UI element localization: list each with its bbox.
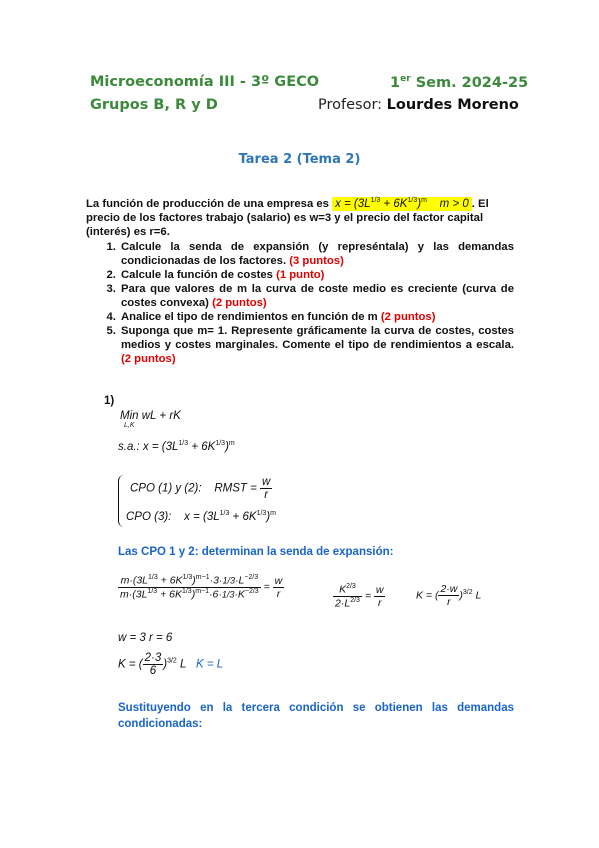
points-badge: (3 puntos)	[289, 255, 344, 267]
question-5: 5. Suponga que m= 1. Represente gráficamente la curva de costes, costes medios y costes marginales. Comente el tipo de rendimientos a escala. (2 puntos)	[119, 324, 514, 366]
points-badge: (2 puntos)	[212, 297, 267, 309]
k-ratio-equation: $\frac{K^{2/3}}{2\cdot L^{2/3}}$ = $\frac{w}{r}$	[335, 583, 384, 609]
cpo3-line: CPO (3): $x = (3L^{1/3} + 6K^{1/3})^m$	[126, 510, 276, 523]
points-badge: (1 punto)	[276, 269, 325, 281]
question-3: 3. Para que valores de m la curva de coste medio es creciente (curva de costes convexa) (2 puntos)	[119, 282, 514, 310]
professor-name: Lourdes Moreno	[386, 97, 519, 113]
blue-heading-2: Sustituyendo en la tercera condición se obtienen las demandas condicionadas:	[118, 702, 514, 730]
intro-text-end: . El	[471, 197, 489, 210]
assignment-title: Tarea 2 (Tema 2)	[238, 152, 361, 167]
intro-paragraph	[86, 191, 514, 239]
blue-heading-1: Las CPO 1 y 2: determinan la senda de expansión:	[118, 546, 394, 558]
k-formula: K = ( $\frac{2\cdot w}{r}$ )$^{3/2}$ L	[416, 583, 482, 608]
semester-number: 1	[390, 74, 401, 91]
question-2: 2. Calcule la función de costes (1 punto)	[119, 268, 514, 282]
w-r-values: w = 3 r = 6	[118, 632, 173, 644]
semester-text: Sem. 2024-25	[410, 74, 529, 91]
constraint: s.a.: $x = (3L^{1/3} + 6K^{1/3})^m$	[118, 440, 235, 453]
intro-line-1	[86, 191, 514, 211]
solution-label: 1)	[104, 395, 115, 407]
questions-list	[97, 240, 514, 366]
intro-line-3: (interés) es r=6.	[86, 226, 170, 238]
cpo12-line: CPO (1) y (2): RMST = $\frac{w}{r}$	[130, 476, 271, 501]
semester	[390, 74, 528, 91]
question-4: 4. Analice el tipo de rendimientos en función de m (2 puntos)	[119, 310, 514, 324]
professor-label: Profesor:	[318, 97, 387, 113]
production-function: $x = (3L^{1/3} + 6K^{1/3})^m$ m > 0	[332, 197, 472, 211]
intro-line-2: precio de los factores trabajo (salario) es w=3 y el precio del factor capital	[86, 212, 484, 224]
question-1: 1. Calcule la senda de expansión (y represéntala) y las demandas condicionadas de los factores. (3 puntos)	[119, 240, 514, 268]
ratio-equation: $\frac{m\cdot(3L^{1/3} + 6K^{1/3})^{m-1}\cdot 3\cdot 1/3\cdot L^{-2/3}}{m\cdot(3L^{1/3} + 6K^{1/3})^{m-1}\cdot 6\cdot 1/3\cdot K^{-2/3}}$ = $\frac{w}{r}$	[120, 574, 283, 600]
points-badge: (2 puntos)	[380, 311, 436, 323]
professor	[318, 97, 519, 113]
k-equals-l: K = L	[196, 658, 224, 671]
course-title: Microeconomía III - 3º GECO	[90, 74, 320, 90]
points-badge: (2 puntos)	[121, 353, 176, 365]
objective-sub: L,K	[124, 422, 135, 429]
objective: Min wL + rK	[120, 410, 181, 422]
semester-sup: er	[400, 74, 411, 84]
k-value: K = ( $\frac{2\cdot 3}{6}$ )$^{3/2}$ L K = L	[118, 652, 224, 677]
groups: Grupos B, R y D	[90, 97, 218, 113]
intro-text: La función de producción de una empresa es	[86, 197, 329, 210]
